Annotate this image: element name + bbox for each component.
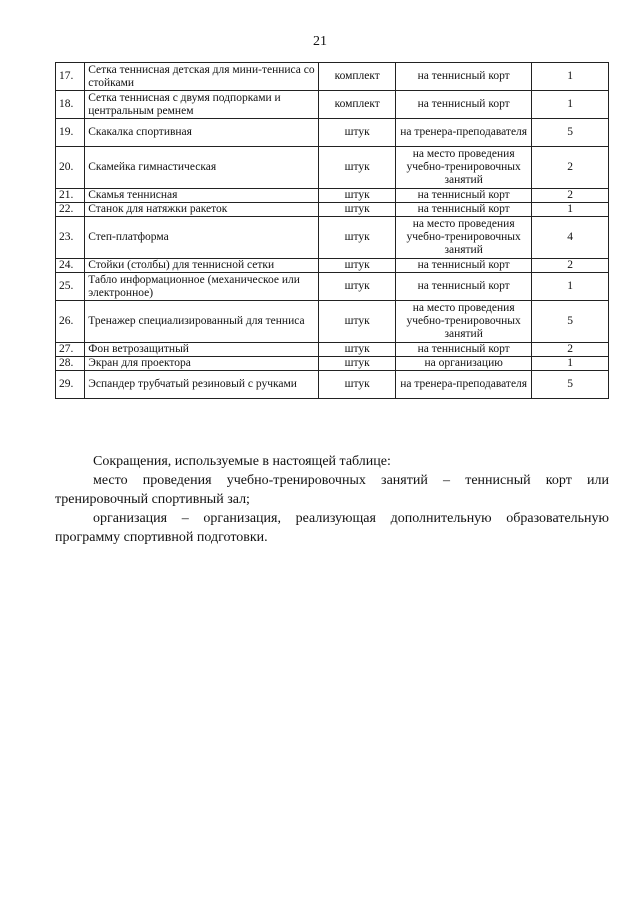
item-name: Тренажер специализированный для тенниса xyxy=(85,301,319,343)
row-number: 24. xyxy=(56,259,85,273)
item-allocation: на теннисный корт xyxy=(396,189,532,203)
item-quantity: 2 xyxy=(532,189,609,203)
item-quantity: 2 xyxy=(532,259,609,273)
item-unit: штук xyxy=(319,357,396,371)
item-name: Сетка теннисная с двумя подпорками и центральным ремнем xyxy=(85,91,319,119)
notes-item-organization: организация – организация, реализующая дополнительную образовательную программу спортивной подготовки. xyxy=(55,511,609,545)
item-unit: штук xyxy=(319,147,396,189)
table-row xyxy=(56,203,609,217)
item-unit: штук xyxy=(319,343,396,357)
equipment-table xyxy=(55,62,609,399)
page-number: 21 xyxy=(313,34,327,49)
item-allocation: на теннисный корт xyxy=(396,273,532,301)
table-row xyxy=(56,217,609,259)
row-number: 29. xyxy=(56,371,85,399)
notes-intro: Сокращения, используемые в настоящей таблице: xyxy=(93,454,391,469)
row-number: 27. xyxy=(56,343,85,357)
item-quantity: 1 xyxy=(532,63,609,91)
item-quantity: 1 xyxy=(532,273,609,301)
row-number: 26. xyxy=(56,301,85,343)
row-number: 20. xyxy=(56,147,85,189)
item-name: Степ-платформа xyxy=(85,217,319,259)
item-unit: штук xyxy=(319,371,396,399)
item-name: Табло информационное (механическое или электронное) xyxy=(85,273,319,301)
item-name: Станок для натяжки ракеток xyxy=(85,203,319,217)
item-allocation: на теннисный корт xyxy=(396,259,532,273)
item-allocation: на тренера-преподавателя xyxy=(396,371,532,399)
table-row xyxy=(56,147,609,189)
item-quantity: 1 xyxy=(532,91,609,119)
row-number: 25. xyxy=(56,273,85,301)
item-name: Фон ветрозащитный xyxy=(85,343,319,357)
item-quantity: 2 xyxy=(532,343,609,357)
item-unit: штук xyxy=(319,217,396,259)
item-allocation: на организацию xyxy=(396,357,532,371)
row-number: 22. xyxy=(56,203,85,217)
item-unit: штук xyxy=(319,273,396,301)
equipment-table-body xyxy=(56,63,609,399)
item-allocation: на место проведения учебно-тренировочных занятий xyxy=(396,217,532,259)
item-name: Эспандер трубчатый резиновый с ручками xyxy=(85,371,319,399)
item-unit: штук xyxy=(319,301,396,343)
item-quantity: 5 xyxy=(532,119,609,147)
item-name: Скамейка гимнастическая xyxy=(85,147,319,189)
item-allocation: на теннисный корт xyxy=(396,91,532,119)
table-row xyxy=(56,119,609,147)
item-quantity: 4 xyxy=(532,217,609,259)
item-unit: штук xyxy=(319,203,396,217)
row-number: 18. xyxy=(56,91,85,119)
item-quantity: 2 xyxy=(532,147,609,189)
row-number: 19. xyxy=(56,119,85,147)
item-unit: комплект xyxy=(319,63,396,91)
item-unit: штук xyxy=(319,119,396,147)
row-number: 17. xyxy=(56,63,85,91)
item-allocation: на место проведения учебно-тренировочных занятий xyxy=(396,301,532,343)
item-allocation: на тренера-преподавателя xyxy=(396,119,532,147)
table-row xyxy=(56,343,609,357)
item-name: Экран для проектора xyxy=(85,357,319,371)
item-unit: комплект xyxy=(319,91,396,119)
table-row xyxy=(56,301,609,343)
table-row xyxy=(56,357,609,371)
item-name: Сетка теннисная детская для мини-тенниса со стойками xyxy=(85,63,319,91)
item-allocation: на теннисный корт xyxy=(396,203,532,217)
table-row xyxy=(56,91,609,119)
table-row xyxy=(56,189,609,203)
item-name: Скакалка спортивная xyxy=(85,119,319,147)
abbreviations-notes xyxy=(55,452,609,547)
table-row xyxy=(56,259,609,273)
table-row xyxy=(56,63,609,91)
notes-item-venue: место проведения учебно-тренировочных занятий – теннисный корт или тренировочный спортивный зал; xyxy=(55,473,609,507)
item-quantity: 5 xyxy=(532,371,609,399)
item-allocation: на место проведения учебно-тренировочных занятий xyxy=(396,147,532,189)
row-number: 23. xyxy=(56,217,85,259)
item-name: Скамья теннисная xyxy=(85,189,319,203)
item-unit: штук xyxy=(319,259,396,273)
row-number: 21. xyxy=(56,189,85,203)
item-unit: штук xyxy=(319,189,396,203)
item-quantity: 1 xyxy=(532,203,609,217)
item-quantity: 5 xyxy=(532,301,609,343)
item-quantity: 1 xyxy=(532,357,609,371)
item-allocation: на теннисный корт xyxy=(396,343,532,357)
item-name: Стойки (столбы) для теннисной сетки xyxy=(85,259,319,273)
row-number: 28. xyxy=(56,357,85,371)
table-row xyxy=(56,273,609,301)
table-row xyxy=(56,371,609,399)
item-allocation: на теннисный корт xyxy=(396,63,532,91)
